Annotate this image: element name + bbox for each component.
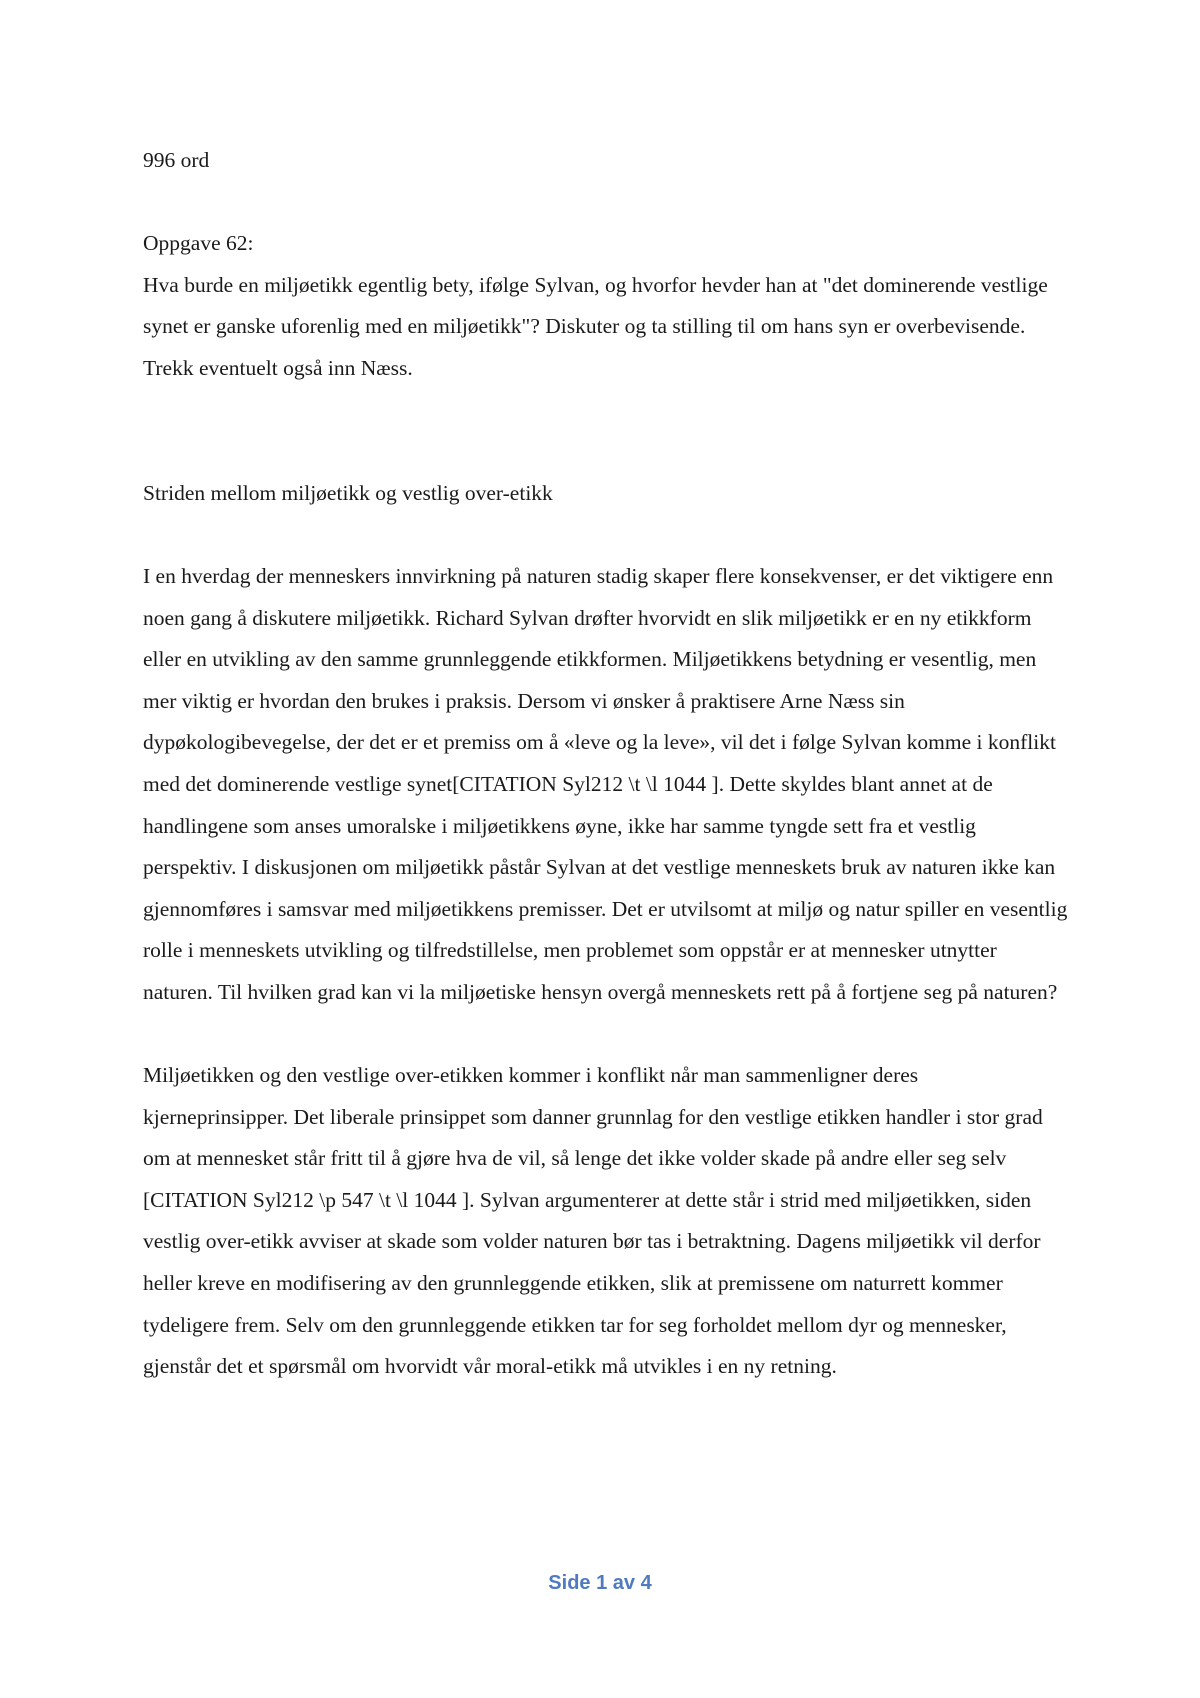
paragraph-2: Miljøetikken og den vestlige over-etikken kommer i konflikt når man sammenligner deres kjerneprinsipper. Det liberale prinsippet som danner grunnlag for den vestlige etikken handler i stor grad om at mennesket står fritt til å gjøre hva de vil, så lenge det ikke volder skade på andre eller seg selv [CITATION Syl212 \p 547 \t \l 1044 ]. Sylvan argumenterer at dette står i strid med miljøetikken, siden vestlig over-etikk avviser at skade som volder naturen bør tas i betraktning. Dagens miljøetikk vil derfor heller kreve en modifisering av den grunnleggende etikken, slik at premissene om naturrett kommer tydeligere frem. Selv om den grunnleggende etikken tar for seg forholdet mellom dyr og mennesker, gjenstår det et spørsmål om hvorvidt vår moral-etikk må utvikles i en ny retning. (143, 1063, 1043, 1379)
page-number: Side 1 av 4 (548, 1572, 652, 1594)
word-count: 996 ord (143, 148, 210, 172)
essay-title: Striden mellom miljøetikk og vestlig over-etikk (143, 480, 553, 505)
paragraph-1: I en hverdag der menneskers innvirkning på naturen stadig skaper flere konsekvenser, er det viktigere enn noen gang å diskutere miljøetikk. Richard Sylvan drøfter hvorvidt en slik miljøetikk er en ny etikkform eller en utvikling av den samme grunnleggende etikkformen. Miljøetikkens betydning er vesentlig, men mer viktig er hvordan den brukes i praksis. Dersom vi ønsker å praktisere Arne Næss sin dypøkologibevegelse, der det er et premiss om å «leve og la leve», vil det i følge Sylvan komme i konflikt med det dominerende vestlige synet[CITATION Syl212 \t \l 1044 ]. Dette skyldes blant annet at de handlingene som anses umoralske i miljøetikkens øyne, ikke har samme tyngde sett fra et vestlig perspektiv. I diskusjonen om miljøetikk påstår Sylvan at det vestlige menneskets bruk av naturen ikke kan gjennomføres i samsvar med miljøetikkens premisser. Det er utvilsomt at miljø og natur spiller en vesentlig rolle i menneskets utvikling og tilfredstillelse, men problemet som oppstår er at mennesker utnytter naturen. Til hvilken grad kan vi la miljøetiske hensyn overgå menneskets rett på å fortjene seg på naturen? (143, 563, 1068, 1004)
task-text: Hva burde en miljøetikk egentlig bety, ifølge Sylvan, og hvorfor hevder han at "det dominerende vestlige synet er ganske uforenlig med en miljøetikk"? Diskuter og ta stilling til om hans syn er overbevisende. Trekk eventuelt også inn Næss. (143, 272, 1048, 380)
task-label: Oppgave 62: (143, 231, 254, 256)
document-body (143, 140, 1068, 1388)
